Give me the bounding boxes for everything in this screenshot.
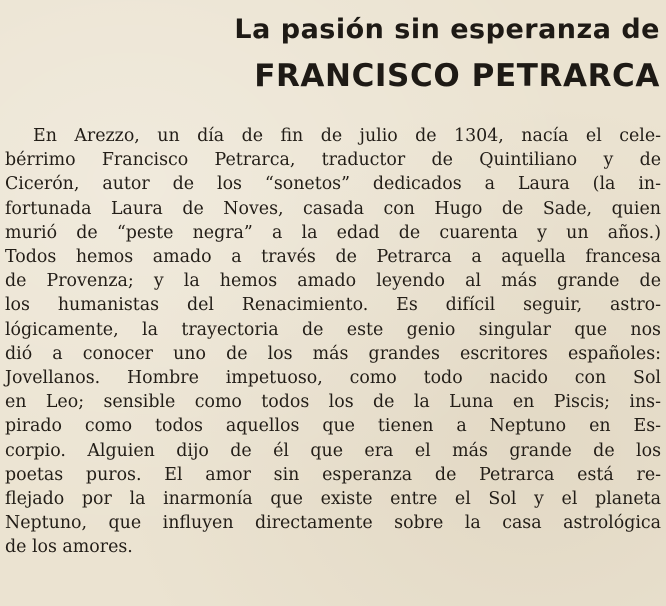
body-line: en Leo; sensible como todos los de la Luna en Piscis; ins- xyxy=(5,392,661,413)
article-body xyxy=(5,124,661,560)
body-line: los humanistas del Renacimiento. Es difícil seguir, astro- xyxy=(5,295,661,316)
body-line: de los amores. xyxy=(5,537,133,558)
body-line: flejado por la inarmonía que existe entre el Sol y el planeta xyxy=(5,489,661,510)
headline-line-1: La pasión sin esperanza de xyxy=(234,14,660,45)
body-line: corpio. Alguien dijo de él que era el más grande de los xyxy=(5,440,661,461)
body-line: Jovellanos. Hombre impetuoso, como todo nacido con Sol xyxy=(5,368,661,389)
body-line: bérrimo Francisco Petrarca, traductor de Quintiliano y de xyxy=(5,150,661,171)
headline-line-2: FRANCISCO PETRARCA xyxy=(254,58,660,94)
body-line: dió a conocer uno de los más grandes escritores españoles: xyxy=(5,343,661,364)
body-line: En Arezzo, un día de fin de julio de 1304, nacía el cele- xyxy=(33,126,661,146)
body-line: Todos hemos amado a través de Petrarca a aquella francesa xyxy=(5,247,661,268)
body-line: murió de “peste negra” a la edad de cuarenta y un años.) xyxy=(5,222,661,243)
body-line: Cicerón, autor de los “sonetos” dedicados a Laura (la in- xyxy=(5,174,661,195)
body-line: fortunada Laura de Noves, casada con Hugo de Sade, quien xyxy=(5,198,661,219)
body-line: pirado como todos aquellos que tienen a Neptuno en Es- xyxy=(5,416,661,437)
body-line: poetas puros. El amor sin esperanza de Petrarca está re- xyxy=(5,464,661,485)
body-line: de Provenza; y la hemos amado leyendo al más grande de xyxy=(5,271,661,292)
body-line: lógicamente, la trayectoria de este genio singular que nos xyxy=(5,319,661,340)
body-line: Neptuno, que influyen directamente sobre la casa astrológica xyxy=(5,513,661,534)
